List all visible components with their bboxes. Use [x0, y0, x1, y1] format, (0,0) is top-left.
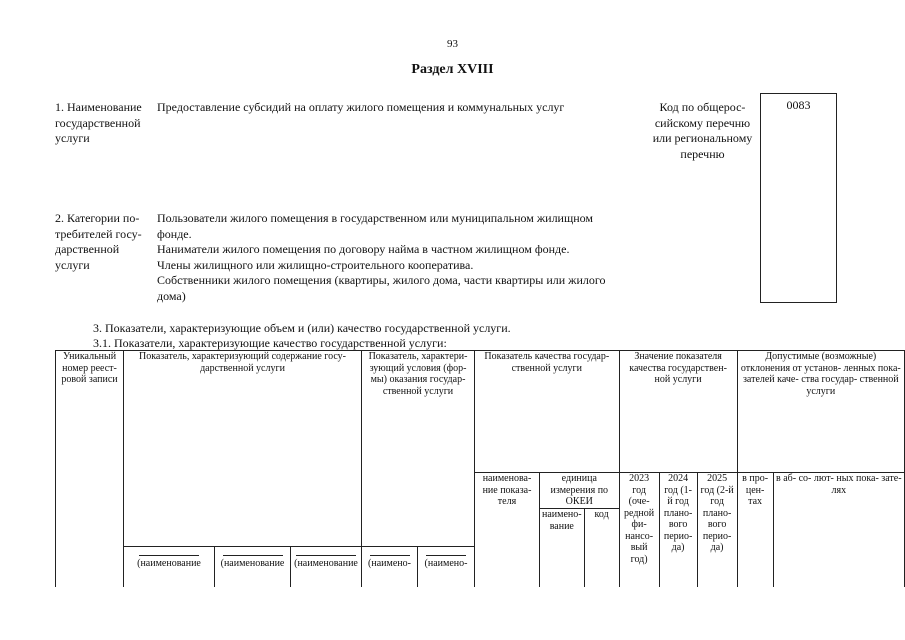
content-sub-2: (наименование — [215, 547, 291, 587]
unit-code-header: код — [584, 509, 619, 587]
code-box — [760, 93, 837, 303]
col-value-header: Значение показателя качества государствен- ной услуги — [619, 351, 737, 473]
item2-value: Пользователи жилого помещения в государственном или муниципальном жилищном фонде. Наниматели жилого помещения по договору найма в частном жилищном фонде. Члены жилищного или жилищно-строительного кооператива. Собственники жилого помещения (квартиры, жилого дома, части квартиры или жилого дома) — [157, 211, 606, 303]
deviation-percent-header: в про- цен- тах — [737, 473, 773, 587]
code-value: 0083 — [786, 98, 811, 112]
deviation-absolute-header: в аб- со- лют- ных пока- зате- лях — [773, 473, 904, 587]
content-sub-1: (наименование — [124, 547, 215, 587]
quality-table — [55, 350, 905, 587]
conditions-sub-1: (наимено- — [362, 547, 418, 587]
item1-label: 1. Наименование государственной услуги — [55, 100, 142, 145]
item1-value: Предоставление субсидий на оплату жилого помещения и коммунальных услуг — [157, 100, 565, 114]
year-2023-header: 2023 год (оче- редной фи- нансо- вый год) — [619, 473, 659, 587]
unit-name-header: наимено- вание — [540, 509, 585, 587]
page-number: 93 — [447, 38, 458, 50]
content-sub-3: (наименование — [291, 547, 362, 587]
section3-1-heading: 3.1. Показатели, характеризующие качество государственной услуги: — [93, 336, 447, 350]
year-2025-header: 2025 год (2-й год плано- вого перио- да) — [697, 473, 737, 587]
code-label: Код по общерос- сийскому перечню или региональному перечню — [652, 100, 753, 161]
col-unique-header: Уникальный номер реест- ровой записи — [56, 351, 124, 587]
section3-heading: 3. Показатели, характеризующие объем и (или) качество государственной услуги. — [93, 321, 511, 335]
item2-label: 2. Категории по- требителей госу- дарственной услуги — [55, 211, 142, 272]
col-conditions-header: Показатель, характери- зующий условия (фор- мы) оказания государ- ственной услуги — [362, 351, 475, 547]
year-2024-header: 2024 год (1-й год плано- вого перио- да) — [659, 473, 697, 587]
conditions-sub-2: (наимено- — [418, 547, 475, 587]
col-quality-header: Показатель качества государ- ственной услуги — [475, 351, 620, 473]
col-content-header: Показатель, характеризующий содержание госу- дарственной услуги — [124, 351, 362, 547]
quality-name-header: наименова- ние показа- теля — [475, 473, 540, 587]
section-title: Раздел XVIII — [411, 62, 494, 77]
unit-header: единица измерения по ОКЕИ — [540, 473, 620, 509]
col-deviation-header: Допустимые (возможные) отклонения от установ- ленных пока- зателей каче- ства государ- ственной услуги — [737, 351, 904, 473]
